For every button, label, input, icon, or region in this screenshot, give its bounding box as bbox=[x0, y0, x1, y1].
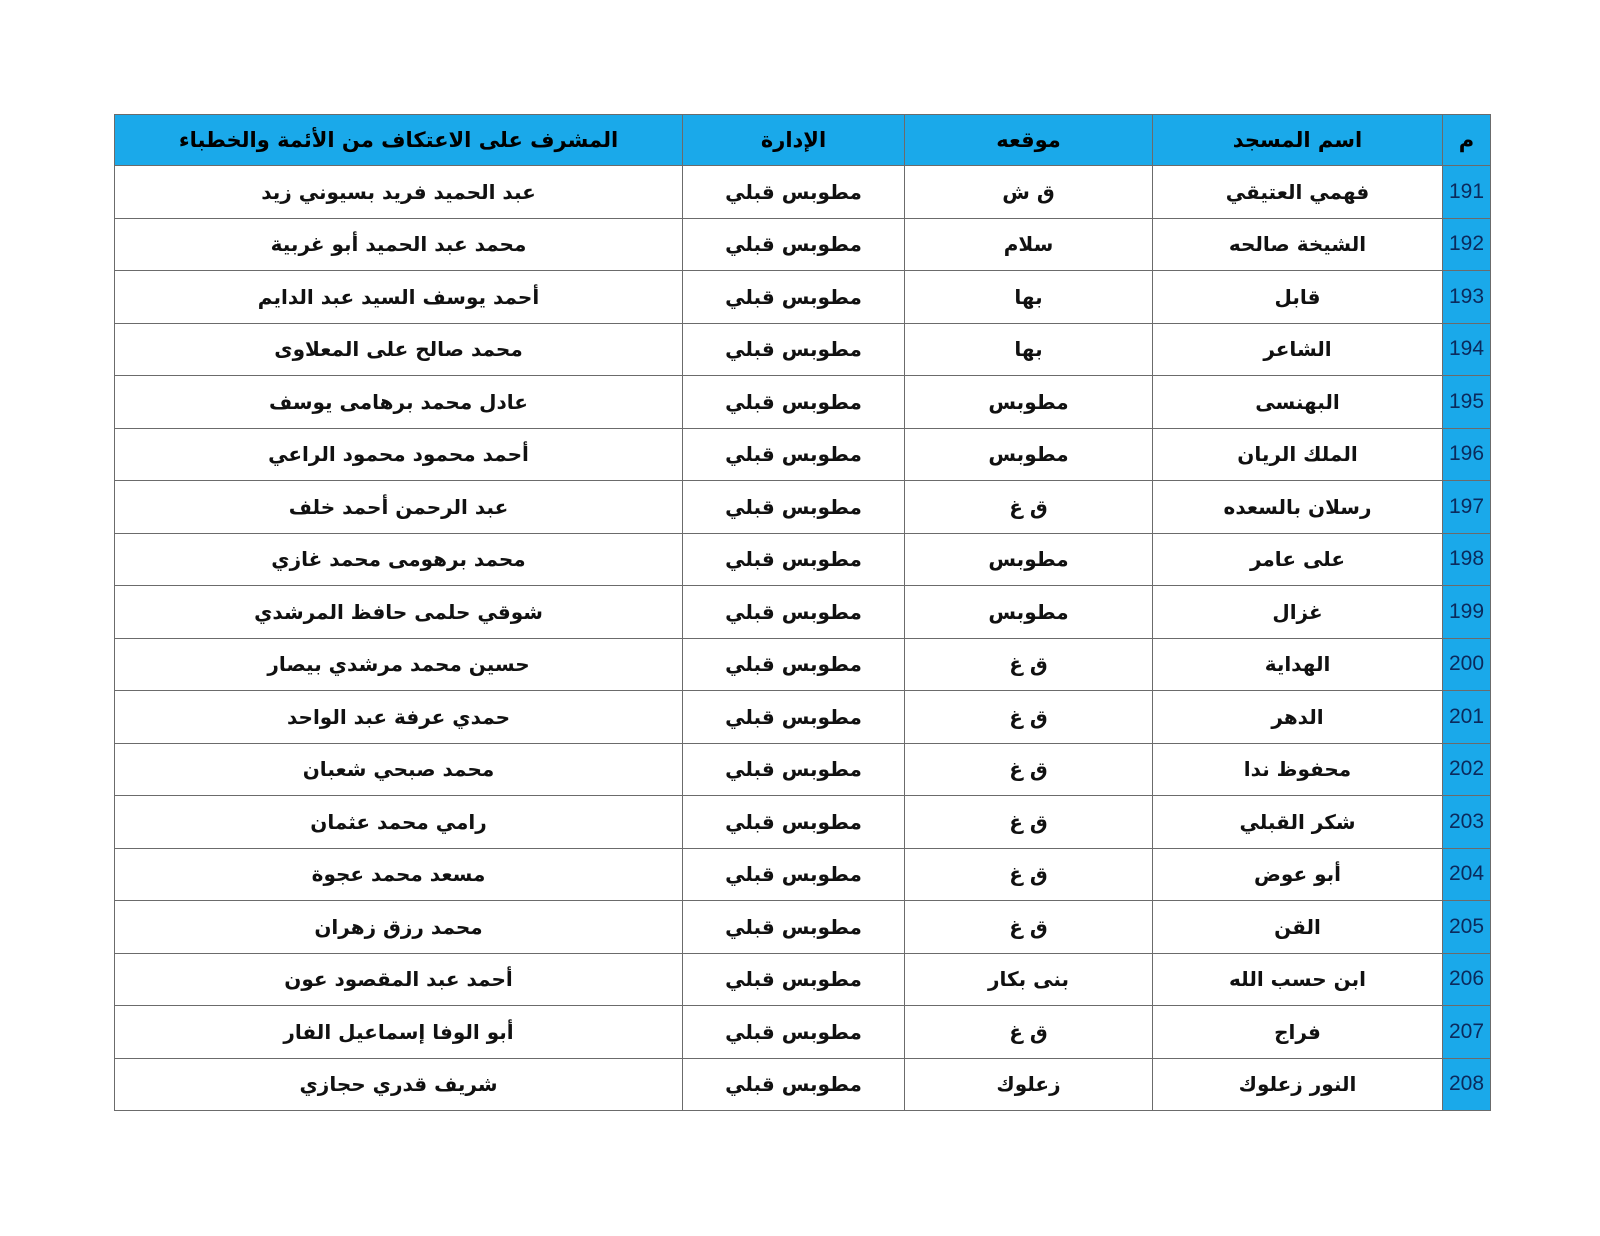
table-row bbox=[115, 901, 1491, 954]
table-row bbox=[115, 1058, 1491, 1111]
header-location: موقعه bbox=[905, 115, 1153, 166]
mosque-name-cell: الدهر bbox=[1153, 691, 1443, 744]
mosque-name-cell: على عامر bbox=[1153, 533, 1443, 586]
mosque-name-cell: أبو عوض bbox=[1153, 848, 1443, 901]
mosque-name-cell: شكر القبلي bbox=[1153, 796, 1443, 849]
supervisor-cell: حسين محمد مرشدي بيصار bbox=[115, 638, 683, 691]
administration-cell: مطوبس قبلي bbox=[683, 953, 905, 1006]
supervisor-cell: شريف قدري حجازي bbox=[115, 1058, 683, 1111]
supervisor-cell: محمد رزق زهران bbox=[115, 901, 683, 954]
administration-cell: مطوبس قبلي bbox=[683, 638, 905, 691]
administration-cell: مطوبس قبلي bbox=[683, 848, 905, 901]
supervisor-cell: أحمد محمود محمود الراعي bbox=[115, 428, 683, 481]
mosque-name-cell: فراج bbox=[1153, 1006, 1443, 1059]
mosque-name-cell: القن bbox=[1153, 901, 1443, 954]
supervisor-cell: محمد صالح على المعلاوى bbox=[115, 323, 683, 376]
row-number-cell: 196 bbox=[1443, 428, 1491, 481]
supervisor-cell: رامي محمد عثمان bbox=[115, 796, 683, 849]
header-num: م bbox=[1443, 115, 1491, 166]
table-row bbox=[115, 586, 1491, 639]
location-cell: ق غ bbox=[905, 848, 1153, 901]
administration-cell: مطوبس قبلي bbox=[683, 323, 905, 376]
supervisor-cell: حمدي عرفة عبد الواحد bbox=[115, 691, 683, 744]
location-cell: ق غ bbox=[905, 743, 1153, 796]
mosque-name-cell: محفوظ ندا bbox=[1153, 743, 1443, 796]
administration-cell: مطوبس قبلي bbox=[683, 218, 905, 271]
administration-cell: مطوبس قبلي bbox=[683, 1058, 905, 1111]
administration-cell: مطوبس قبلي bbox=[683, 691, 905, 744]
table-row bbox=[115, 166, 1491, 219]
row-number-cell: 204 bbox=[1443, 848, 1491, 901]
header-mosque-name: اسم المسجد bbox=[1153, 115, 1443, 166]
row-number-cell: 198 bbox=[1443, 533, 1491, 586]
row-number-cell: 200 bbox=[1443, 638, 1491, 691]
administration-cell: مطوبس قبلي bbox=[683, 271, 905, 324]
location-cell: مطوبس bbox=[905, 533, 1153, 586]
administration-cell: مطوبس قبلي bbox=[683, 796, 905, 849]
location-cell: مطوبس bbox=[905, 586, 1153, 639]
table-row bbox=[115, 271, 1491, 324]
row-number-cell: 202 bbox=[1443, 743, 1491, 796]
header-supervisor: المشرف على الاعتكاف من الأئمة والخطباء bbox=[115, 115, 683, 166]
mosque-name-cell: فهمي العتيقي bbox=[1153, 166, 1443, 219]
administration-cell: مطوبس قبلي bbox=[683, 743, 905, 796]
table-row bbox=[115, 376, 1491, 429]
location-cell: بها bbox=[905, 271, 1153, 324]
administration-cell: مطوبس قبلي bbox=[683, 1006, 905, 1059]
location-cell: مطوبس bbox=[905, 428, 1153, 481]
location-cell: ق غ bbox=[905, 901, 1153, 954]
mosque-name-cell: ابن حسب الله bbox=[1153, 953, 1443, 1006]
row-number-cell: 205 bbox=[1443, 901, 1491, 954]
supervisor-cell: محمد عبد الحميد أبو غربية bbox=[115, 218, 683, 271]
administration-cell: مطوبس قبلي bbox=[683, 586, 905, 639]
location-cell: مطوبس bbox=[905, 376, 1153, 429]
location-cell: ق غ bbox=[905, 796, 1153, 849]
location-cell: ق غ bbox=[905, 481, 1153, 534]
row-number-cell: 194 bbox=[1443, 323, 1491, 376]
supervisor-cell: عبد الحميد فريد بسيوني زيد bbox=[115, 166, 683, 219]
administration-cell: مطوبس قبلي bbox=[683, 376, 905, 429]
table-row bbox=[115, 848, 1491, 901]
table-row bbox=[115, 323, 1491, 376]
table-row bbox=[115, 796, 1491, 849]
table-row bbox=[115, 953, 1491, 1006]
supervisor-cell: محمد صبحي شعبان bbox=[115, 743, 683, 796]
mosque-name-cell: الشيخة صالحه bbox=[1153, 218, 1443, 271]
table-row bbox=[115, 638, 1491, 691]
supervisor-cell: عبد الرحمن أحمد خلف bbox=[115, 481, 683, 534]
location-cell: ق غ bbox=[905, 1006, 1153, 1059]
row-number-cell: 201 bbox=[1443, 691, 1491, 744]
location-cell: زعلوك bbox=[905, 1058, 1153, 1111]
administration-cell: مطوبس قبلي bbox=[683, 481, 905, 534]
table-row bbox=[115, 428, 1491, 481]
administration-cell: مطوبس قبلي bbox=[683, 901, 905, 954]
mosque-name-cell: قابل bbox=[1153, 271, 1443, 324]
mosque-name-cell: الملك الريان bbox=[1153, 428, 1443, 481]
row-number-cell: 193 bbox=[1443, 271, 1491, 324]
administration-cell: مطوبس قبلي bbox=[683, 533, 905, 586]
table-row bbox=[115, 743, 1491, 796]
supervisor-cell: مسعد محمد عجوة bbox=[115, 848, 683, 901]
supervisor-cell: محمد برهومى محمد غازي bbox=[115, 533, 683, 586]
row-number-cell: 199 bbox=[1443, 586, 1491, 639]
mosque-supervisor-table bbox=[114, 114, 1491, 1111]
location-cell: ق ش bbox=[905, 166, 1153, 219]
document-page bbox=[114, 114, 1490, 1111]
mosque-name-cell: الهداية bbox=[1153, 638, 1443, 691]
supervisor-cell: أحمد يوسف السيد عبد الدايم bbox=[115, 271, 683, 324]
administration-cell: مطوبس قبلي bbox=[683, 428, 905, 481]
row-number-cell: 207 bbox=[1443, 1006, 1491, 1059]
mosque-name-cell: البهنسى bbox=[1153, 376, 1443, 429]
location-cell: سلام bbox=[905, 218, 1153, 271]
mosque-name-cell: النور زعلوك bbox=[1153, 1058, 1443, 1111]
location-cell: بها bbox=[905, 323, 1153, 376]
table-row bbox=[115, 218, 1491, 271]
row-number-cell: 192 bbox=[1443, 218, 1491, 271]
location-cell: ق غ bbox=[905, 638, 1153, 691]
supervisor-cell: أبو الوفا إسماعيل الفار bbox=[115, 1006, 683, 1059]
row-number-cell: 203 bbox=[1443, 796, 1491, 849]
row-number-cell: 208 bbox=[1443, 1058, 1491, 1111]
header-row bbox=[115, 115, 1491, 166]
mosque-name-cell: رسلان بالسعده bbox=[1153, 481, 1443, 534]
location-cell: ق غ bbox=[905, 691, 1153, 744]
row-number-cell: 206 bbox=[1443, 953, 1491, 1006]
row-number-cell: 191 bbox=[1443, 166, 1491, 219]
table-row bbox=[115, 691, 1491, 744]
supervisor-cell: أحمد عبد المقصود عون bbox=[115, 953, 683, 1006]
table-header bbox=[115, 115, 1491, 166]
table-body bbox=[115, 166, 1491, 1111]
row-number-cell: 195 bbox=[1443, 376, 1491, 429]
table-row bbox=[115, 533, 1491, 586]
mosque-name-cell: غزال bbox=[1153, 586, 1443, 639]
header-administration: الإدارة bbox=[683, 115, 905, 166]
mosque-name-cell: الشاعر bbox=[1153, 323, 1443, 376]
table-row bbox=[115, 1006, 1491, 1059]
supervisor-cell: شوقي حلمى حافظ المرشدي bbox=[115, 586, 683, 639]
table-row bbox=[115, 481, 1491, 534]
administration-cell: مطوبس قبلي bbox=[683, 166, 905, 219]
location-cell: بنى بكار bbox=[905, 953, 1153, 1006]
supervisor-cell: عادل محمد برهامى يوسف bbox=[115, 376, 683, 429]
row-number-cell: 197 bbox=[1443, 481, 1491, 534]
